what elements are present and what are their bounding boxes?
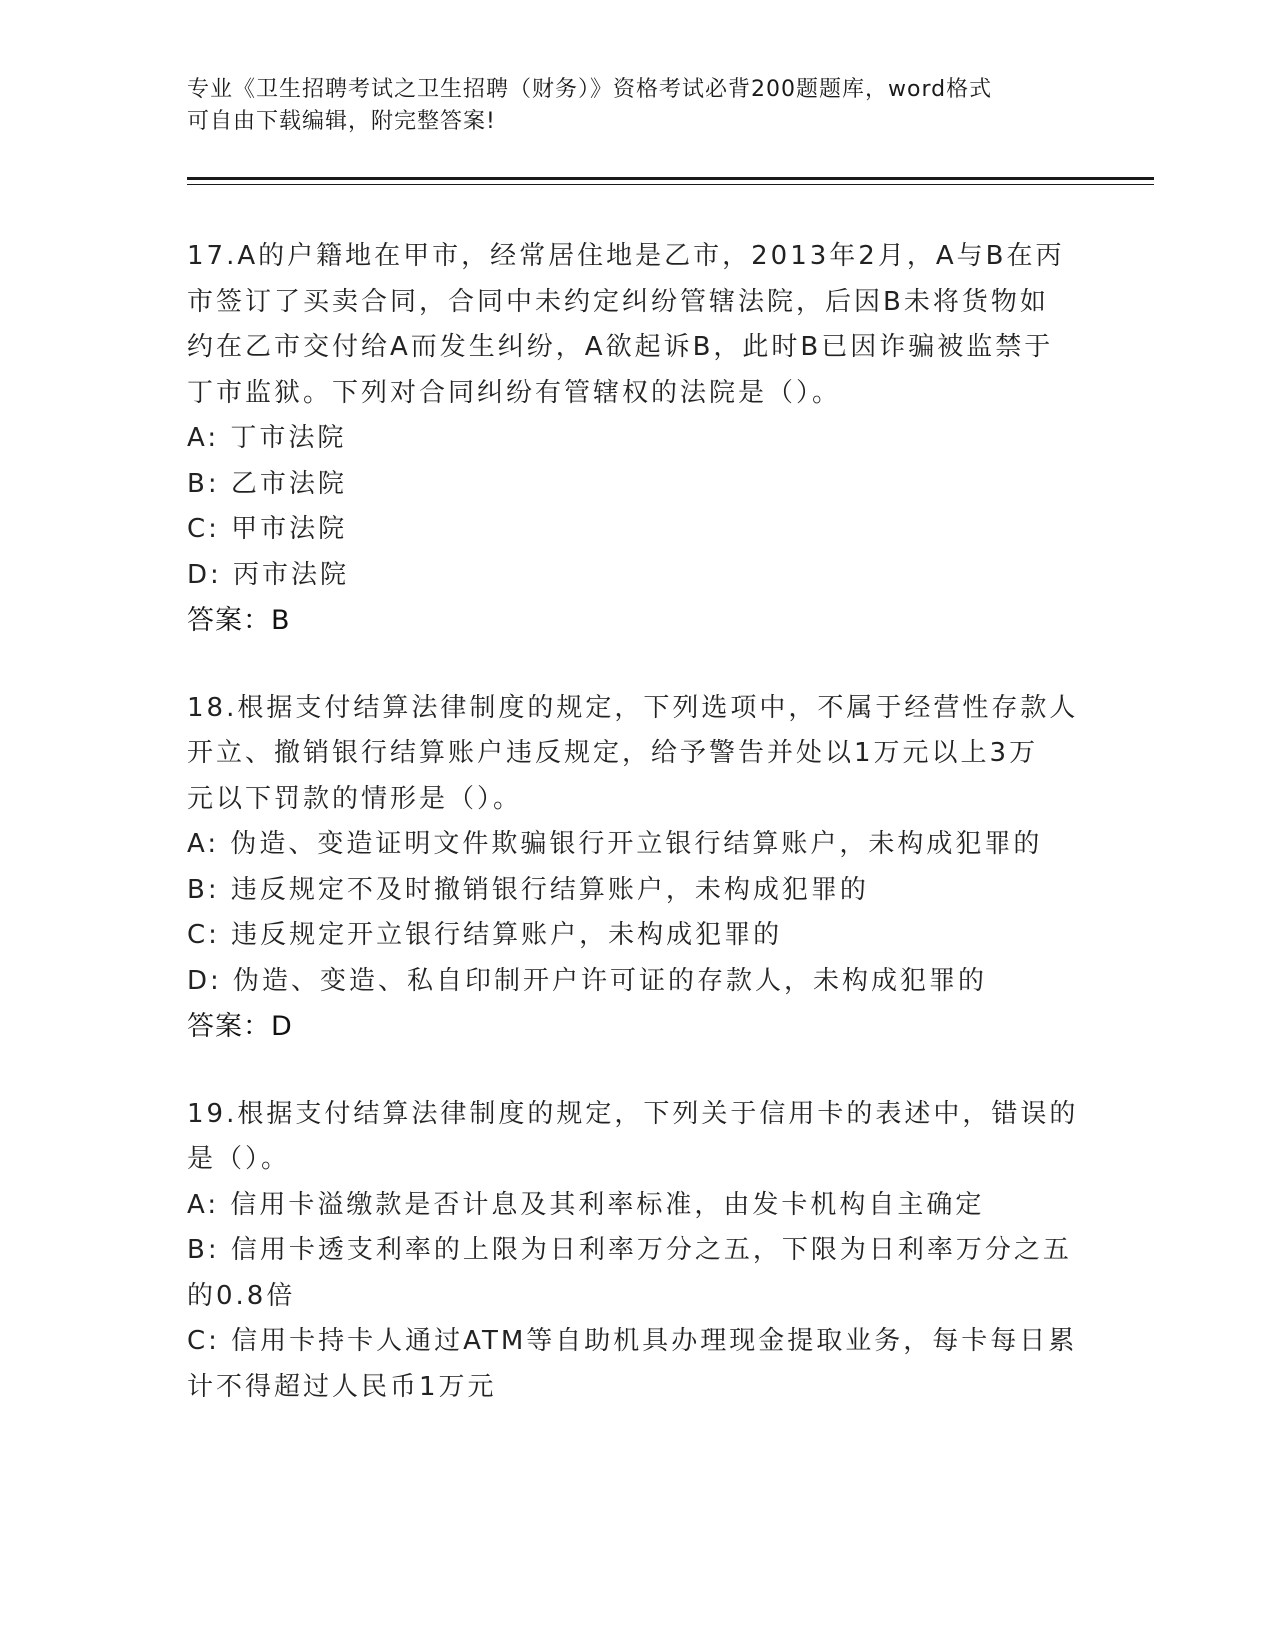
option-d: D: 伪造、变造、私自印制开户许可证的存款人，未构成犯罪的 — [187, 965, 988, 996]
question-18 — [187, 686, 1087, 1050]
option-c: C: 信用卡持卡人通过ATM等自助机具办理现金提取业务，每卡每日累 — [187, 1326, 1078, 1356]
option-c: C: 甲市法院 — [187, 514, 348, 544]
question-stem-line: 17.A的户籍地在甲市，经常居住地是乙市，2013年2月，A与B在丙 — [187, 241, 1065, 271]
option-a: A: 伪造、变造证明文件欺骗银行开立银行结算账户，未构成犯罪的 — [187, 829, 1043, 859]
option-a: A: 信用卡溢缴款是否计息及其利率标准，由发卡机构自主确定 — [187, 1189, 985, 1220]
option-d: D: 丙市法院 — [187, 559, 350, 590]
question-stem-line: 约在乙市交付给A而发生纠纷，A欲起诉B，此时B已因诈骗被监禁于 — [187, 332, 1054, 362]
question-stem-line: 元以下罚款的情形是（）。 — [187, 783, 523, 814]
header-divider-thin — [187, 184, 1154, 185]
question-stem-line: 开立、撤销银行结算账户违反规定，给予警告并处以1万元以上3万 — [187, 738, 1039, 768]
question-stem-line: 丁市监狱。下列对合同纠纷有管辖权的法院是（）。 — [187, 377, 842, 408]
question-stem-line: 19.根据支付结算法律制度的规定，下列关于信用卡的表述中，错误的 — [187, 1098, 1079, 1129]
option-b: B: 信用卡透支利率的上限为日利率万分之五，下限为日利率万分之五 — [187, 1235, 1072, 1265]
answer-line: 答案：B — [187, 605, 291, 636]
question-stem-line: 18.根据支付结算法律制度的规定，下列选项中，不属于经营性存款人 — [187, 692, 1079, 723]
question-17 — [187, 234, 1087, 644]
option-b: B: 违反规定不及时撤销银行结算账户，未构成犯罪的 — [187, 874, 869, 905]
question-list — [187, 234, 1087, 1452]
question-stem-line: 市签订了买卖合同，合同中未约定纠纷管辖法院，后因B未将货物如 — [187, 286, 1049, 317]
question-19 — [187, 1092, 1087, 1411]
header-line: 可自由下载编辑，附完整答案! — [187, 109, 496, 134]
header-divider-thick — [187, 177, 1154, 180]
option-b-continued: 的0.8倍 — [187, 1280, 296, 1311]
option-c-continued: 计不得超过人民币1万元 — [187, 1371, 497, 1402]
question-stem-line: 是（）。 — [187, 1144, 291, 1174]
option-b: B: 乙市法院 — [187, 468, 347, 499]
answer-line: 答案：D — [187, 1011, 293, 1042]
option-c: C: 违反规定开立银行结算账户，未构成犯罪的 — [187, 920, 783, 950]
header-line: 专业《卫生招聘考试之卫生招聘（财务）》资格考试必背200题题库，word格式 — [187, 77, 993, 102]
document-header — [187, 74, 1087, 138]
option-a: A: 丁市法院 — [187, 423, 347, 453]
